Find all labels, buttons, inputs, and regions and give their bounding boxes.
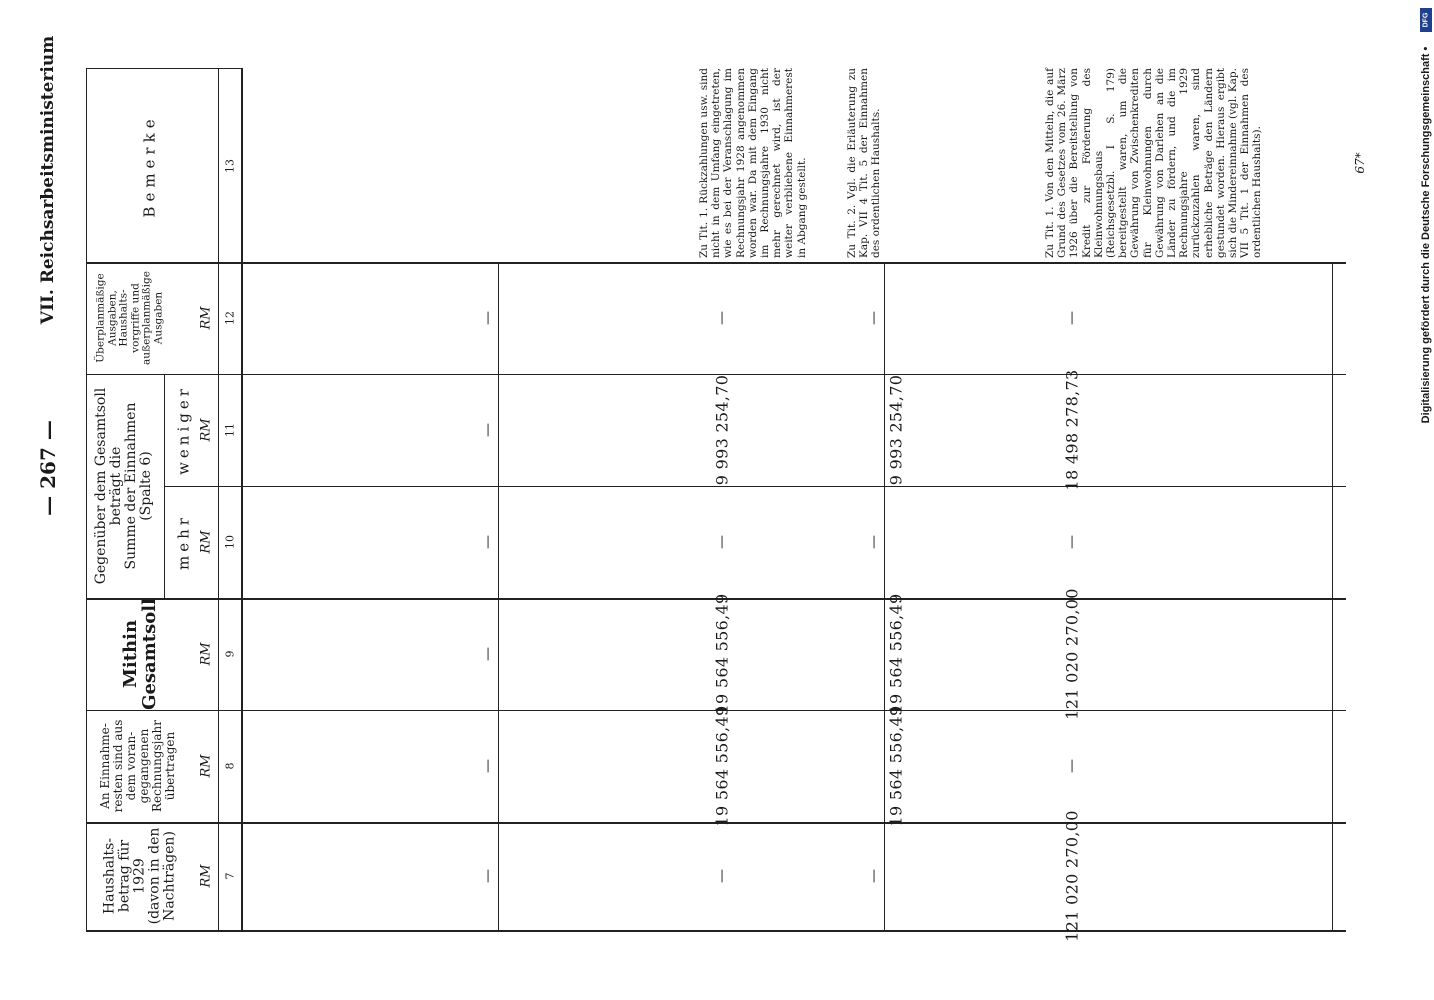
cell-c10: — — [480, 535, 496, 549]
header-col-7: Haushalts- betrag für 1929 (davon in den Nachträgen) — [101, 827, 178, 925]
cell-c9: 19 564 556,49 — [886, 593, 906, 715]
header-col-10: mehr — [174, 514, 193, 570]
cell-c8: — — [1064, 759, 1080, 773]
header-col-12: Überplanmäßige Ausgaben, Haushalts- vorgriffe und außerplanmäßige Ausgaben — [94, 271, 164, 365]
remark-text: Zu Tit. 1. Von den Mitteln, die auf Grund des Gesetzes vom 26. März 1926 über die Bereitstellung von Kredit zur Förderung des Kleinwohnungsbaus (Reichsgesetzbl. I S. 179) bereitgestellt waren, um die Gewährung von Zwischenkrediten für Kleinwohnungen durch Gewährung von Darlehen an die Länder zu fördern, und die im Rechnungsjahre 1929 zurückzuzahlen waren, sind erhebliche Beträge den Ländern gestundet worden. Hieraus ergibt sich die Mindereinnahme (vgl. Kap. VII 5 Tit. 1 der Einnahmen des ordentlichen Haushalts). — [1044, 68, 1264, 258]
cell-c9: — — [480, 647, 496, 661]
colnum-12: 12 — [223, 311, 237, 325]
cell-c8: 19 564 556,49 — [886, 705, 906, 827]
colnum-13: 13 — [223, 159, 237, 173]
unit-col-10: RM — [198, 530, 214, 554]
cell-c12: — — [480, 311, 496, 325]
colnum-9: 9 — [223, 650, 237, 658]
dfg-logo-text: DFG — [1422, 12, 1430, 28]
unit-col-12: RM — [198, 306, 214, 330]
cell-c12: — — [1064, 311, 1080, 325]
cell-c7: — — [866, 869, 882, 883]
cell-c11: — — [480, 423, 496, 437]
colnum-8: 8 — [223, 762, 237, 770]
cell-c9: 19 564 556,49 — [712, 593, 732, 715]
header-col-9: Mithin Gesamtsoll — [120, 598, 160, 710]
header-group-difference: Gegenüber dem Gesamtsoll beträgt die Summe der Einnahmen (Spalte 6) — [93, 387, 154, 585]
cell-c11: 9 993 254,70 — [712, 374, 732, 486]
colnum-11: 11 — [223, 423, 237, 437]
cell-c9: 121 020 270,00 — [1062, 588, 1082, 720]
unit-col-11: RM — [198, 418, 214, 442]
digitization-note: Digitalisierung gefördert durch die Deutsche Forschungsgemeinschaft • — [1420, 46, 1432, 424]
cell-c12: — — [714, 311, 730, 325]
page-footer-ref: 67* — [1353, 152, 1367, 174]
cell-c10: — — [714, 535, 730, 549]
cell-c10: — — [1064, 535, 1080, 549]
cell-c8: 19 564 556,49 — [712, 705, 732, 827]
unit-col-7: RM — [198, 864, 214, 888]
section-title: VII. Reichsarbeitsministerium — [38, 35, 58, 325]
cell-c11: 9 993 254,70 — [886, 374, 906, 486]
cell-c8: — — [480, 759, 496, 773]
header-col-13: Bemerke — [140, 114, 159, 218]
colnum-7: 7 — [223, 872, 237, 880]
unit-col-9: RM — [198, 642, 214, 666]
remark-text: Zu Tit. 2. Vgl. die Erläuterung zu Kap. VII 4 Tit. 5 der Einnahmen des ordentlichen Haushalts. — [846, 68, 883, 258]
colnum-10: 10 — [223, 535, 237, 549]
dfg-logo — [1420, 8, 1432, 32]
header-col-8: An Einnahme- resten sind aus dem voran- gegangenen Rechnungsjahr übertragen — [98, 719, 177, 813]
page-number: — 267 — — [36, 420, 60, 516]
cell-c7: 121 020 270,00 — [1062, 810, 1082, 942]
cell-c7: — — [480, 869, 496, 883]
unit-col-8: RM — [198, 754, 214, 778]
cell-c10: — — [866, 535, 882, 549]
cell-c12: — — [866, 311, 882, 325]
remark-text: Zu Tit. 1. Rückzahlungen usw. sind nicht in dem Umfang eingetreten, wie es bei der Veranschlagung im Rechnungsjahr 1928 angenommen worden war. Da mit dem Eingang im Rechnungsjahre 1930 nicht mehr gerechnet wird, ist der weiter verbliebene Einnahmerest in Abgang gestellt. — [698, 68, 808, 258]
cell-c11: 18 498 278,73 — [1062, 369, 1082, 491]
header-col-11: weniger — [174, 385, 193, 475]
cell-c7: — — [714, 869, 730, 883]
